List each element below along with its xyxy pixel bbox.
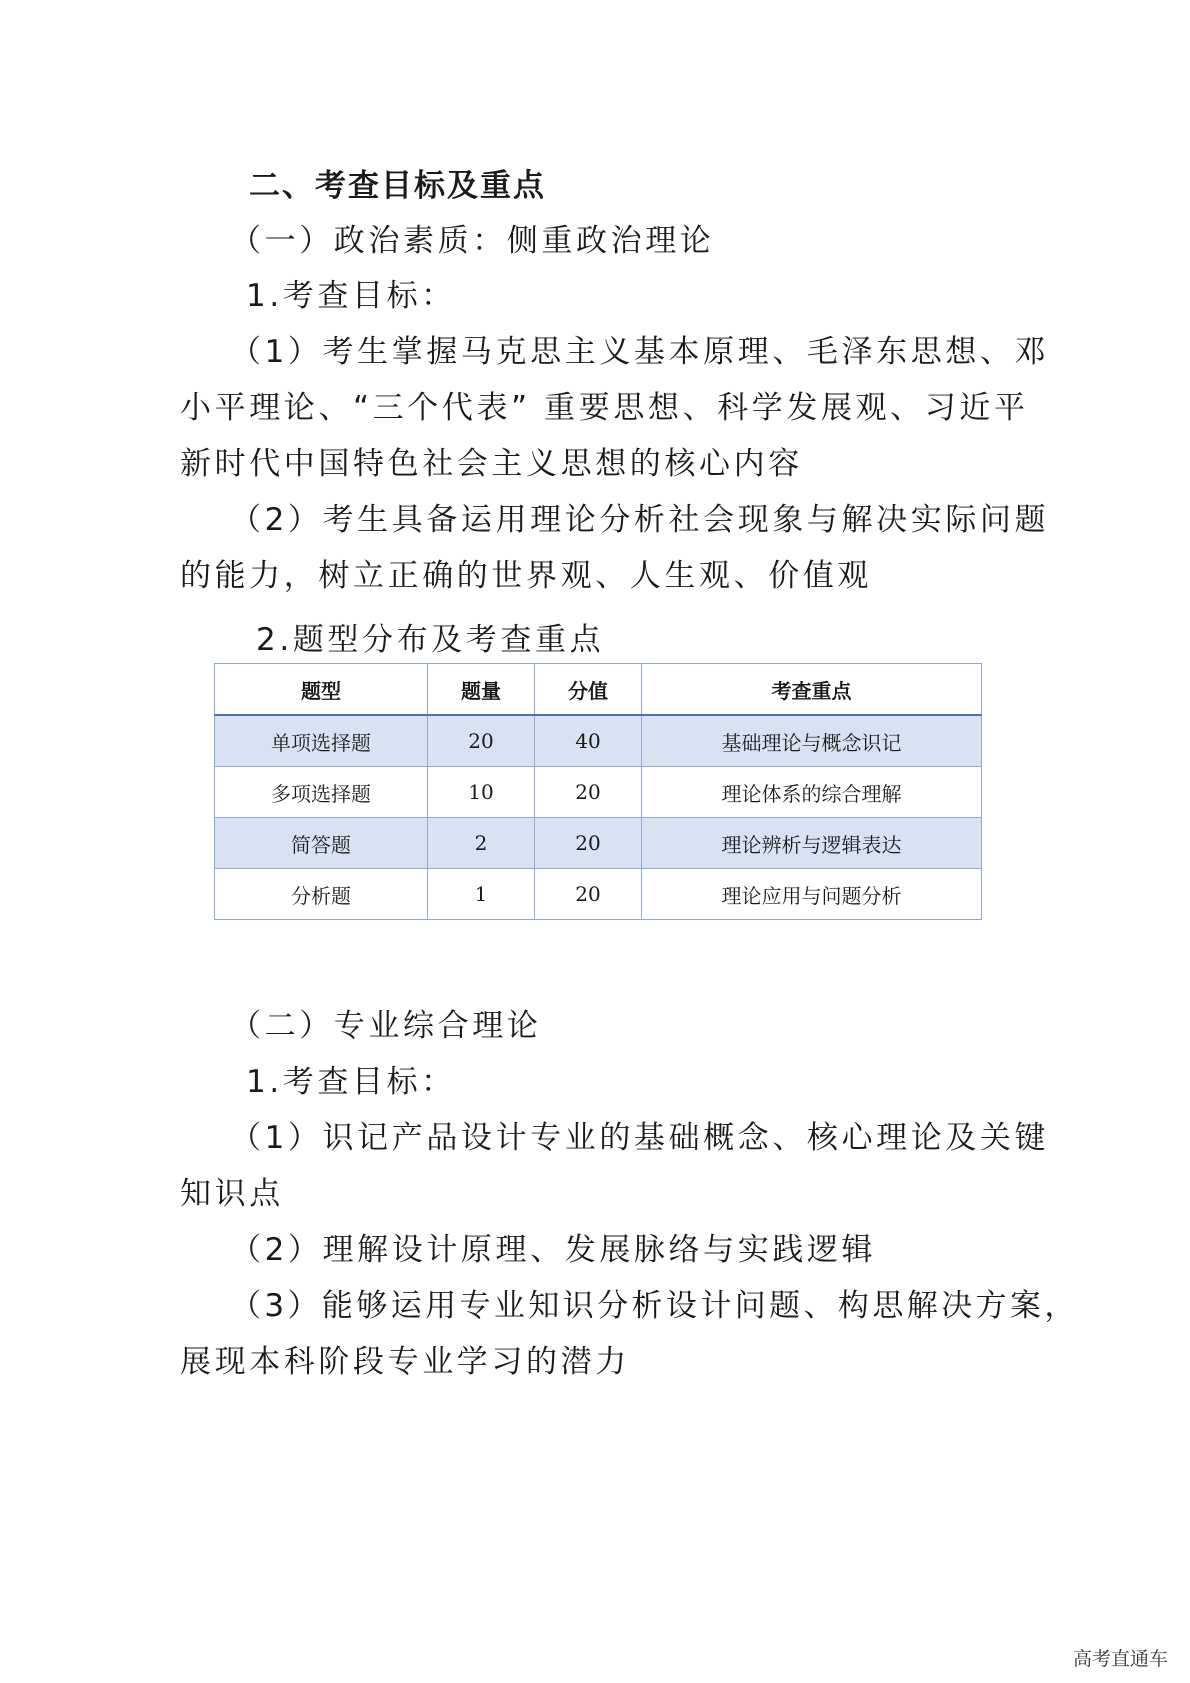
cell-focus: 理论辨析与逻辑表达 bbox=[642, 818, 982, 869]
cell-type: 简答题 bbox=[215, 818, 428, 869]
table-row bbox=[215, 869, 982, 920]
cell-count: 2 bbox=[428, 818, 535, 869]
watermark-text: 高考直通车 bbox=[1072, 1648, 1168, 1670]
table-row bbox=[215, 767, 982, 818]
header-focus: 考查重点 bbox=[642, 664, 982, 716]
table-row bbox=[215, 715, 982, 767]
header-score: 分值 bbox=[535, 664, 642, 716]
part1-item2-line1: （2）考生具备运用理论分析社会现象与解决实际问题 bbox=[230, 502, 1050, 538]
cell-score: 20 bbox=[535, 767, 642, 818]
cell-count: 1 bbox=[428, 869, 535, 920]
part1-item2-line2: 的能力，树立正确的世界观、人生观、价值观 bbox=[180, 558, 872, 594]
part2-heading: （二）专业综合理论 bbox=[230, 1008, 542, 1044]
cell-focus: 基础理论与概念识记 bbox=[642, 715, 982, 767]
cell-count: 20 bbox=[428, 715, 535, 767]
part1-item1-line2: 小平理论、“三个代表” 重要思想、科学发展观、习近平 bbox=[180, 390, 1029, 426]
table-header-row bbox=[215, 664, 982, 716]
part1-item1-line3: 新时代中国特色社会主义思想的核心内容 bbox=[180, 446, 803, 482]
part1-heading: （一）政治素质：侧重政治理论 bbox=[230, 223, 715, 259]
part1-goal-label: 1.考查目标： bbox=[246, 278, 456, 314]
part2-goal-label: 1.考查目标： bbox=[246, 1064, 456, 1100]
table-row bbox=[215, 818, 982, 869]
cell-focus: 理论应用与问题分析 bbox=[642, 869, 982, 920]
part2-item3-line1: （3）能够运用专业知识分析设计问题、构思解决方案， bbox=[230, 1288, 1079, 1324]
part2-item1-line1: （1）识记产品设计专业的基础概念、核心理论及关键 bbox=[230, 1120, 1050, 1156]
part2-item1-line2: 知识点 bbox=[180, 1176, 284, 1212]
cell-score: 40 bbox=[535, 715, 642, 767]
cell-type: 多项选择题 bbox=[215, 767, 428, 818]
header-count: 题量 bbox=[428, 664, 535, 716]
question-distribution-table bbox=[214, 663, 982, 920]
section-title: 二、考查目标及重点 bbox=[249, 168, 546, 204]
cell-type: 单项选择题 bbox=[215, 715, 428, 767]
header-type: 题型 bbox=[215, 664, 428, 716]
cell-type: 分析题 bbox=[215, 869, 428, 920]
part1-item1-line1: （1）考生掌握马克思主义基本原理、毛泽东思想、邓 bbox=[230, 334, 1050, 370]
cell-score: 20 bbox=[535, 869, 642, 920]
part2-item2-line1: （2）理解设计原理、发展脉络与实践逻辑 bbox=[230, 1232, 877, 1268]
cell-focus: 理论体系的综合理解 bbox=[642, 767, 982, 818]
cell-count: 10 bbox=[428, 767, 535, 818]
part1-dist-label: 2.题型分布及考查重点 bbox=[256, 622, 605, 658]
cell-score: 20 bbox=[535, 818, 642, 869]
part2-item3-line2: 展现本科阶段专业学习的潜力 bbox=[180, 1344, 630, 1380]
